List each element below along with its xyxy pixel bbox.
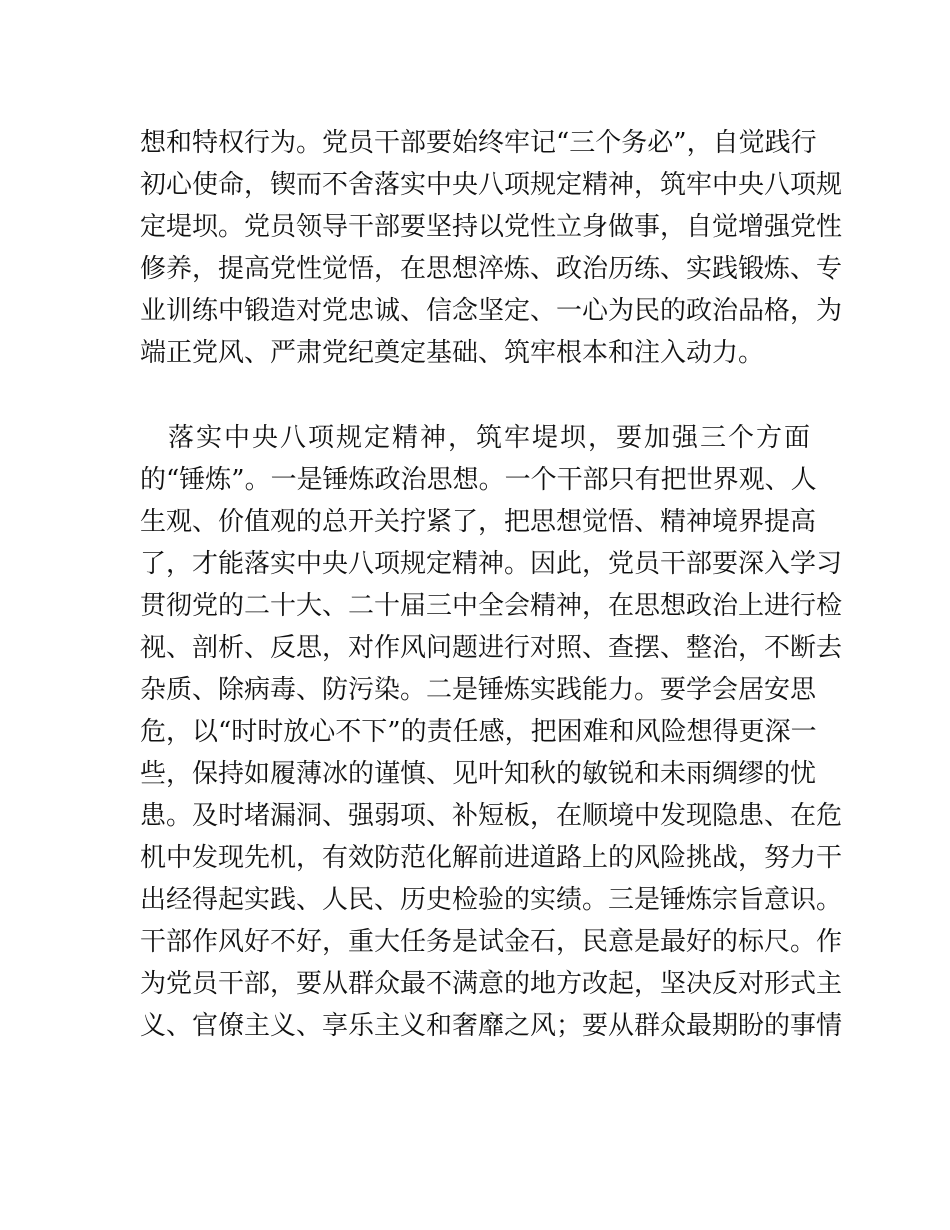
text-line: 端正党风、严肃党纪奠定基础、筑牢根本和注入动力。 [140, 338, 765, 368]
text-line: 修养，提高党性觉悟，在思想淬炼、政治历练、实践锻炼、专 [140, 254, 843, 284]
text-line: 视、剖析、反思，对作风问题进行对照、查摆、整治，不断去 [140, 633, 843, 663]
text-line: 出经得起实践、人民、历史检验的实绩。三是锤炼宗旨意识。 [140, 885, 843, 915]
text-line: 患。及时堵漏洞、强弱项、补短板，在顺境中发现隐患、在危 [140, 801, 843, 831]
text-line: 了，才能落实中央八项规定精神。因此，党员干部要深入学习 [140, 549, 843, 579]
document-page [140, 122, 843, 1047]
text-line: 的“锤炼”。一是锤炼政治思想。一个干部只有把世界观、人 [140, 465, 817, 495]
text-line: 些，保持如履薄冰的谨慎、见叶知秋的敏锐和未雨绸缪的忧 [140, 759, 817, 789]
text-line: 初心使命，锲而不舍落实中央八项规定精神，筑牢中央八项规 [140, 170, 843, 200]
text-line: 想和特权行为。党员干部要始终牢记“三个务必”，自觉践行 [140, 128, 817, 158]
text-line: 业训练中锻造对党忠诚、信念坚定、一心为民的政治品格，为 [140, 296, 843, 326]
text-line: 定堤坝。党员领导干部要坚持以党性立身做事，自觉增强党性 [140, 212, 843, 242]
text-line: 杂质、除病毒、防污染。二是锤炼实践能力。要学会居安思 [140, 675, 817, 705]
text-line: 机中发现先机，有效防范化解前进道路上的风险挑战，努力干 [140, 843, 843, 873]
text-line: 落实中央八项规定精神，筑牢堤坝，要加强三个方面 [140, 423, 810, 453]
text-line: 生观、价值观的总开关拧紧了，把思想觉悟、精神境界提高 [140, 507, 817, 537]
text-line: 危，以“时时放心不下”的责任感，把困难和风险想得更深一 [140, 717, 817, 747]
paragraph-1 [140, 122, 843, 374]
text-line: 为党员干部，要从群众最不满意的地方改起，坚决反对形式主 [140, 969, 843, 999]
paragraph-2 [140, 417, 843, 1047]
text-line: 贯彻党的二十大、二十届三中全会精神，在思想政治上进行检 [140, 591, 843, 621]
text-line: 义、官僚主义、享乐主义和奢靡之风；要从群众最期盼的事情 [140, 1011, 843, 1041]
text-line: 干部作风好不好，重大任务是试金石，民意是最好的标尺。作 [140, 927, 843, 957]
